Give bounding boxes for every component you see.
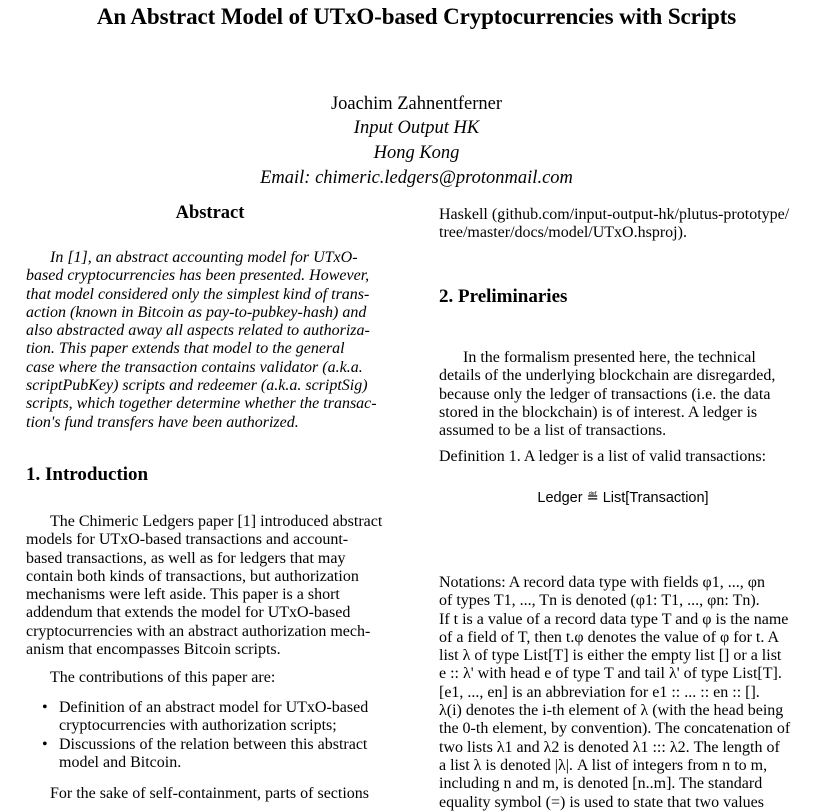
list-item-line: Definition of an abstract model for UTxO-based	[59, 699, 369, 716]
author-email: Email: chimeric.ledgers@protonmail.com	[260, 168, 573, 188]
ledger-equation: Ledger ≝ List[Transaction]	[537, 490, 709, 506]
bullet-icon: •	[42, 699, 48, 716]
definition-1: Definition 1. A ledger is a list of valid transactions:	[439, 448, 767, 465]
abstract-line: action (known in Bitcoin as pay-to-pubkey-hash) and	[26, 303, 367, 321]
notation-line: a list λ is denoted |λ|. A list of integers from n to m,	[439, 756, 768, 774]
paper-title: An Abstract Model of UTxO-based Cryptocurrencies with Scripts	[96, 4, 737, 29]
intro-paragraph-2: The contributions of this paper are:	[50, 669, 276, 686]
abstract-heading: Abstract	[175, 203, 245, 223]
bullet-icon: •	[42, 735, 48, 753]
notation-line: e :: λ' with head e of type T and tail λ' of type List[T].	[439, 665, 782, 683]
abstract-line: case where the transaction contains validator (a.k.a.	[26, 358, 363, 376]
intro-line: contain both kinds of transactions, but authorization	[26, 567, 359, 585]
abstract-line: based cryptocurrencies has been presented. However,	[26, 267, 370, 285]
haskell-reference	[439, 206, 807, 243]
abstract-line: scripts, which together determine whether the transac-	[26, 395, 377, 413]
intro-line: models for UTxO-based transactions and account-	[26, 531, 349, 549]
intro-line: based transactions, as well as for ledgers that may	[26, 549, 346, 567]
notation-line: list λ of type List[T] is either the empty list [] or a list	[439, 647, 782, 665]
prelim-line: because only the ledger of transactions (i.e. the data	[439, 385, 771, 403]
preliminaries-paragraph	[439, 349, 807, 440]
abstract-line: that model considered only the simplest kind of trans-	[26, 285, 370, 303]
notation-line: Notations: A record data type with fields φ1, ..., φn	[439, 574, 765, 591]
notation-line: If t is a value of a record data type T and φ is the name	[439, 610, 789, 628]
list-item	[26, 736, 394, 773]
intro-paragraph-1	[26, 513, 394, 659]
haskell-line: tree/master/docs/model/UTxO.hsproj).	[439, 224, 687, 242]
prelim-line: assumed to be a list of transactions.	[439, 422, 667, 440]
list-item	[26, 699, 394, 736]
abstract-line: tion. This paper extends that model to the general	[26, 340, 345, 358]
prelim-line: stored in the blockchain) is of interest. A ledger is	[439, 403, 758, 421]
abstract-body	[26, 249, 394, 432]
notation-line: equality symbol (=) is used to state that two values	[439, 793, 764, 811]
author-location: Hong Kong	[373, 143, 460, 163]
intro-line: The Chimeric Ledgers paper [1] introduced abstract	[50, 513, 383, 530]
intro-paragraph-3: For the sake of self-containment, parts of sections	[50, 785, 370, 802]
prelim-line: In the formalism presented here, the technical	[463, 349, 756, 366]
intro-line: cryptocurrencies with an abstract authorization mech-	[26, 622, 371, 640]
prelim-line: details of the underlying blockchain are disregarded,	[439, 367, 776, 385]
notations-paragraph	[439, 574, 807, 812]
abstract-line: scriptPubKey) scripts and redeemer (a.k.a. scriptSig)	[26, 377, 368, 395]
preliminaries-heading: 2. Preliminaries	[439, 286, 568, 307]
notation-line: of types T1, ..., Tn is denoted (φ1: T1, ..., φn: Tn).	[439, 592, 760, 610]
abstract-line: also abstracted away all aspects related to authoriza-	[26, 322, 370, 340]
list-item-line: Discussions of the relation between this abstract	[59, 735, 368, 753]
author-name: Joachim Zahnentferner	[330, 94, 503, 114]
notation-line: the 0-th element, by convention). The concatenation of	[439, 720, 791, 738]
list-item-line: cryptocurrencies with authorization scripts;	[59, 717, 337, 735]
intro-line: mechanisms were left aside. This paper is a short	[26, 586, 340, 604]
intro-line: anism that encompasses Bitcoin scripts.	[26, 641, 281, 659]
abstract-line: In [1], an abstract accounting model for UTxO-	[50, 249, 358, 266]
notation-line: [e1, ..., en] is an abbreviation for e1 :: ... :: en :: [].	[439, 683, 760, 701]
abstract-line: tion's fund transfers have been authorized.	[26, 413, 299, 431]
contributions-list	[26, 699, 394, 772]
intro-line: addendum that extends the model for UTxO-based	[26, 604, 351, 622]
notation-line: including n and m, is denoted [n..m]. The standard	[439, 775, 763, 793]
list-item-line: model and Bitcoin.	[59, 753, 182, 771]
notation-line: λ(i) denotes the i-th element of λ (with the head being	[439, 702, 784, 720]
intro-heading: 1. Introduction	[26, 464, 149, 485]
notation-line: two lists λ1 and λ2 is denoted λ1 ::: λ2. The length of	[439, 738, 780, 756]
haskell-line: Haskell (github.com/input-output-hk/plutus-prototype/	[439, 206, 790, 223]
author-affiliation: Input Output HK	[353, 118, 480, 138]
notation-line: of a field of T, then t.φ denotes the value of φ for t. A	[439, 628, 780, 646]
